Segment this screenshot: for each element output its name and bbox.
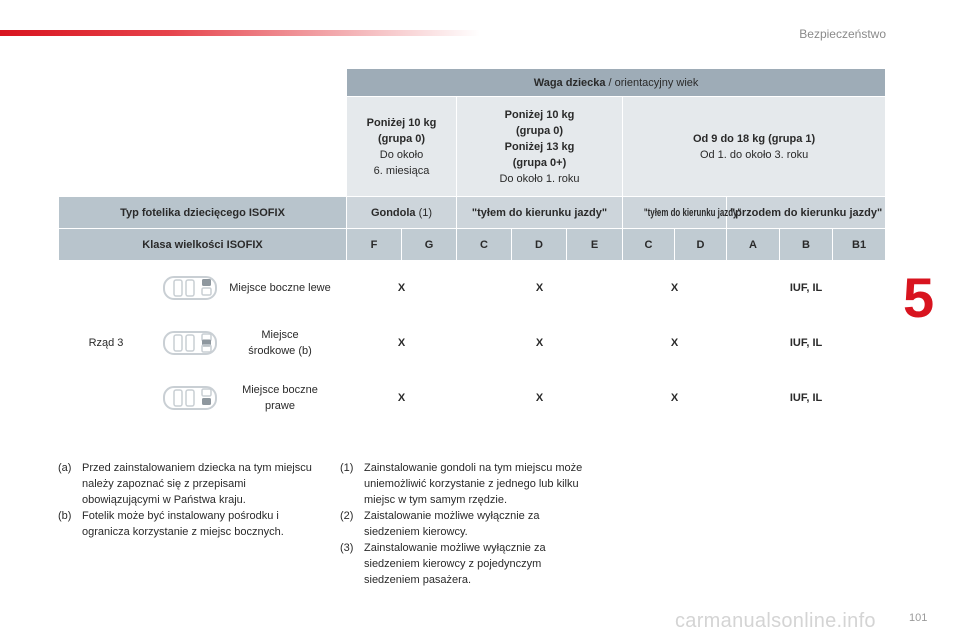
note-item: (a) Przed zainstalowaniem dziecka na tym miejscu należy zapoznać się z przepisami obowiązującymi w Państwa kraju.	[58, 462, 312, 506]
value-cell: X	[457, 261, 623, 316]
isofix-table	[58, 68, 886, 426]
size-class-row	[59, 229, 886, 261]
table-row	[59, 261, 886, 316]
size-class-cell: E	[567, 229, 623, 261]
size-class-cell: C	[623, 229, 675, 261]
weight-group-1: Od 9 do 18 kg (grupa 1) Od 1. do około 3. roku	[623, 97, 886, 197]
note-item: (3) Zainstalowanie możliwe wyłącznie za siedzeniem kierowcy z pojedynczym siedzeniem pasażera.	[340, 542, 546, 586]
value-cell: X	[623, 371, 727, 426]
notes-right	[340, 460, 590, 588]
note-item: (1) Zainstalowanie gondoli na tym miejscu może uniemożliwić korzystanie z jednego lub kilku miejsc w tym samym rzędzie.	[340, 462, 583, 506]
car-seat-layout-icon	[162, 274, 218, 302]
size-class-cell: D	[512, 229, 567, 261]
value-cell: IUF, IL	[727, 371, 886, 426]
value-cell: X	[457, 316, 623, 371]
weight-header-row	[59, 69, 886, 97]
car-seat-layout-icon	[162, 329, 218, 357]
type-gondola: Gondola (1)	[347, 197, 457, 229]
size-class-cell: A	[727, 229, 780, 261]
value-cell: X	[623, 261, 727, 316]
type-rear-facing-b: "tyłem do kierunku jazdy"	[623, 197, 727, 229]
weight-groups-row	[59, 97, 886, 197]
value-cell: X	[347, 316, 457, 371]
note-item: (2) Zaistalowanie możliwe wyłącznie za siedzeniem kierowcy.	[340, 510, 540, 538]
seat-cell	[154, 261, 347, 316]
seat-cell	[154, 316, 347, 371]
value-cell: X	[623, 316, 727, 371]
type-rear-facing-a: "tyłem do kierunku jazdy"	[457, 197, 623, 229]
size-class-cell: B	[780, 229, 833, 261]
seat-label: Miejsce boczne lewe	[229, 282, 331, 294]
table-row	[59, 371, 886, 426]
size-class-cell: C	[457, 229, 512, 261]
top-accent-bar	[0, 30, 480, 36]
section-title: Bezpieczeństwo	[799, 27, 886, 41]
weight-group-0: Poniżej 10 kg (grupa 0) Do około 6. miesiąca	[347, 97, 457, 197]
row-label: Rząd 3	[59, 261, 154, 426]
chapter-number: 5	[903, 266, 935, 329]
type-row	[59, 197, 886, 229]
table-row	[59, 316, 886, 371]
seat-cell	[154, 371, 347, 426]
weight-group-0plus: Poniżej 10 kg (grupa 0) Poniżej 13 kg (grupa 0+) Do około 1. roku	[457, 97, 623, 197]
size-class-cell: F	[347, 229, 402, 261]
size-class-cell: D	[675, 229, 727, 261]
weight-header: Waga dziecka / orientacyjny wiek	[347, 69, 886, 97]
size-class-cell: G	[402, 229, 457, 261]
value-cell: IUF, IL	[727, 261, 886, 316]
value-cell: X	[347, 261, 457, 316]
value-cell: X	[347, 371, 457, 426]
note-item: (b) Fotelik może być instalowany pośrodku i ogranicza korzystanie z miejsc bocznych.	[58, 510, 284, 538]
size-class-label: Klasa wielkości ISOFIX	[59, 229, 347, 261]
type-forward-facing: "przodem do kierunku jazdy"	[727, 197, 886, 229]
page-number: 101	[909, 612, 928, 624]
notes-left	[58, 460, 316, 540]
car-seat-layout-icon	[162, 384, 218, 412]
seat-label: Miejsce środkowe (b)	[248, 329, 312, 357]
watermark: carmanualsonline.info	[675, 610, 876, 632]
value-cell: X	[457, 371, 623, 426]
value-cell: IUF, IL	[727, 316, 886, 371]
size-class-cell: B1	[833, 229, 886, 261]
type-label: Typ fotelika dziecięcego ISOFIX	[59, 197, 347, 229]
seat-label: Miejsce boczne prawe	[242, 384, 318, 412]
